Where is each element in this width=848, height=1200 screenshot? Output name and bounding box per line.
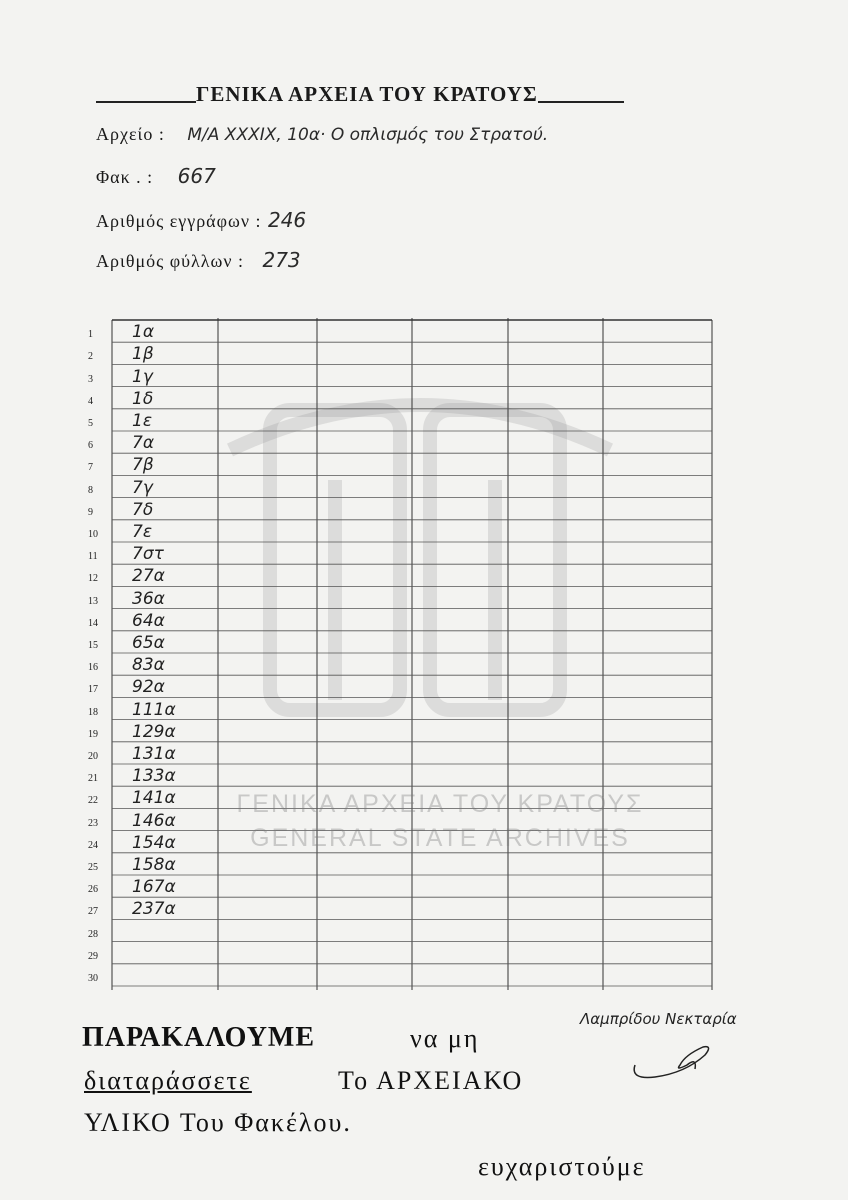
notice-line1-a: ΠΑΡΑΚΑΛΟΥΜΕ xyxy=(82,1022,316,1053)
table-row-entry: 167α xyxy=(132,877,176,898)
table-row-entry: 83α xyxy=(132,655,165,676)
row-number: 9 xyxy=(88,506,93,518)
folder-value: 667 xyxy=(177,164,216,188)
table-row-entry: 7α xyxy=(132,433,155,454)
table-row-entry: 7δ xyxy=(132,499,154,520)
table-row-entry: 92α xyxy=(132,677,165,698)
row-number: 17 xyxy=(88,684,98,696)
row-number: 11 xyxy=(88,551,98,563)
table-row-entry: 1δ xyxy=(132,388,154,409)
row-number: 12 xyxy=(88,573,98,585)
folder-label: Φακ . : xyxy=(96,167,154,187)
table-row-entry: 1γ xyxy=(132,366,153,387)
row-number: 3 xyxy=(88,373,93,385)
signature-name: Λαμπρίδου Νεκταρία xyxy=(580,1010,737,1028)
archive-value: Μ/Α XXXIX, 10α· Ο οπλισμός του Στρατού. xyxy=(187,125,549,145)
row-number: 8 xyxy=(88,484,93,496)
row-number: 25 xyxy=(88,862,98,873)
row-number: 13 xyxy=(88,595,98,607)
row-number: 6 xyxy=(88,440,93,452)
table-row-entry: 1α xyxy=(132,322,155,343)
sheets-count-label: Αριθμός φύλλων : xyxy=(96,251,244,271)
row-number: 19 xyxy=(88,728,98,740)
thanks-text: ευχαριστούμε xyxy=(478,1152,646,1181)
notice-line3: ΥΛΙΚΟ Του Φακέλου. xyxy=(84,1108,352,1137)
row-number: 2 xyxy=(88,351,93,363)
table-row-entry: 7β xyxy=(132,455,154,476)
row-number: 29 xyxy=(88,950,98,962)
watermark-line-greek: ΓΕΝΙΚΑ ΑΡΧΕΙΑ ΤΟΥ ΚΡΑΤΟΥΣ xyxy=(236,790,644,818)
row-number: 4 xyxy=(88,395,93,407)
handwritten-signature xyxy=(625,1035,725,1089)
table-row-entry: 129α xyxy=(132,721,176,742)
notice-line1-b: να μη xyxy=(410,1024,480,1053)
header-title: ΓΕΝΙΚΑ ΑΡΧΕΙΑ ΤΟΥ ΚΡΑΤΟΥΣ xyxy=(96,82,726,107)
table-row-entry: 7ε xyxy=(132,522,153,542)
row-number: 21 xyxy=(88,773,98,785)
row-number: 16 xyxy=(88,662,98,674)
table-row-entry: 64α xyxy=(132,610,165,631)
row-number: 27 xyxy=(88,906,98,918)
row-number: 1 xyxy=(88,329,93,341)
table-row-entry: 133α xyxy=(132,766,176,787)
table-row-entry: 237α xyxy=(132,899,176,920)
row-number: 30 xyxy=(88,973,98,984)
row-number: 22 xyxy=(88,795,98,807)
watermark-line-english: GENERAL STATE ARCHIVES xyxy=(250,823,630,852)
archive-watermark-text xyxy=(180,788,700,856)
row-number: 26 xyxy=(88,884,98,896)
table-row-entry: 7γ xyxy=(132,477,153,498)
row-number: 28 xyxy=(88,928,98,940)
table-row-entry: 7στ xyxy=(132,544,164,565)
documents-count-label: Αριθμός εγγράφων : xyxy=(96,211,262,231)
table-row-entry: 111α xyxy=(132,699,176,720)
row-number: 24 xyxy=(88,839,98,851)
documents-count-value: 246 xyxy=(267,208,307,232)
table-row-entry: 146α xyxy=(132,810,176,831)
table-row-entry: 27α xyxy=(132,566,165,587)
table-row-entry: 131α xyxy=(132,744,176,764)
row-number: 23 xyxy=(88,817,98,829)
notice-line2-b: Το ΑΡΧΕΙΑΚΟ xyxy=(338,1066,524,1095)
row-number: 5 xyxy=(88,418,93,429)
table-row-entry: 141α xyxy=(132,788,176,809)
table-row-entry: 154α xyxy=(132,832,176,853)
row-number: 10 xyxy=(88,529,98,540)
table-row-entry: 1β xyxy=(132,344,154,365)
row-number: 14 xyxy=(88,617,98,629)
row-number: 20 xyxy=(88,751,98,762)
table-row-entry: 1ε xyxy=(132,411,153,431)
notice-line2-a: διαταράσσετε xyxy=(84,1066,252,1095)
row-number: 15 xyxy=(88,640,98,651)
table-row-entry: 36α xyxy=(132,588,165,609)
archive-label: Αρχείο : xyxy=(96,124,165,144)
table-row-entry: 158α xyxy=(132,855,176,875)
row-number: 18 xyxy=(88,706,98,718)
row-number: 7 xyxy=(88,462,93,474)
table-row-entry: 65α xyxy=(132,633,165,653)
sheets-count-value: 273 xyxy=(262,248,301,272)
